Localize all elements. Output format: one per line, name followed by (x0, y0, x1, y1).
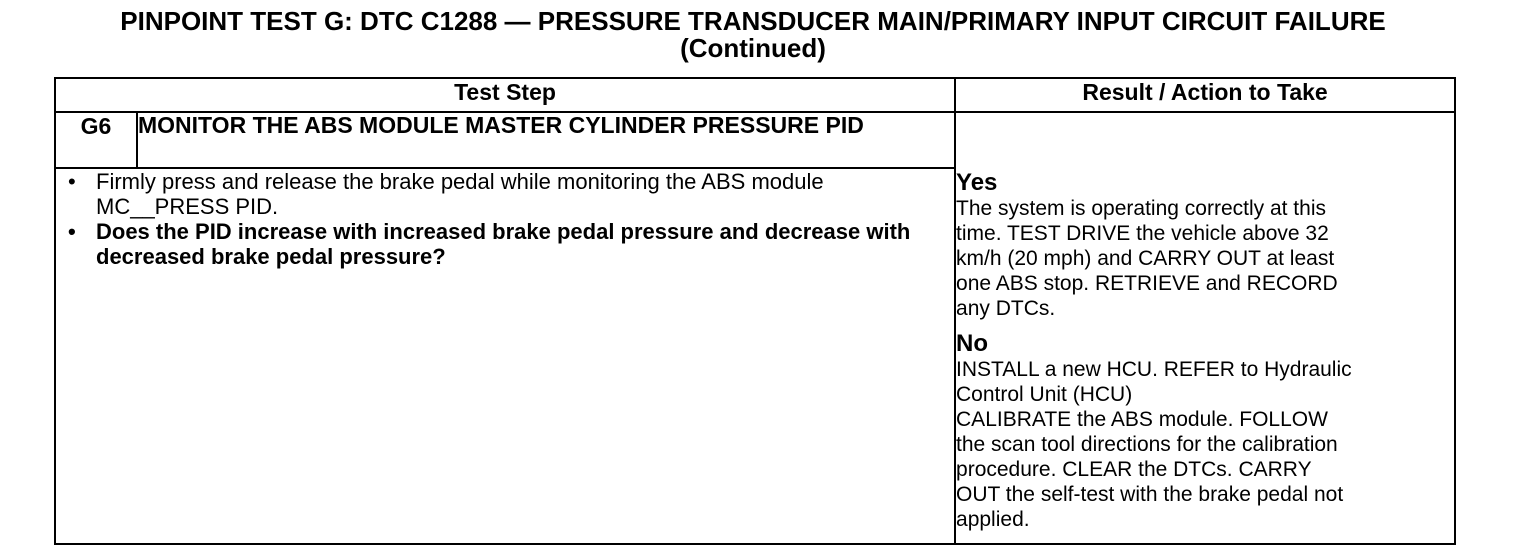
title-block (0, 8, 1506, 62)
result-yes-line: km/h (20 mph) and CARRY OUT at least (956, 247, 1335, 270)
result-no-line: OUT the self-test with the brake pedal not (956, 483, 1344, 506)
step-instruction-text: Firmly press and release the brake pedal while monitoring the ABS module MC__PRESS PID. (96, 169, 824, 219)
result-no-line: the scan tool directions for the calibration (956, 433, 1338, 456)
list-item (56, 219, 954, 269)
result-yes-line: any DTCs. (956, 297, 1056, 320)
step-title: MONITOR THE ABS MODULE MASTER CYLINDER PRESSURE PID (137, 112, 955, 168)
step-instructions (55, 168, 955, 544)
list-item (56, 169, 954, 219)
table-row (55, 112, 1455, 168)
result-yes-line: The system is operating correctly at this (956, 197, 1326, 220)
result-yes-line: time. TEST DRIVE the vehicle above 32 (956, 222, 1329, 245)
column-header-test-step: Test Step (55, 78, 955, 112)
result-cell (955, 112, 1455, 544)
result-no-text (956, 357, 1454, 532)
bullet-icon: • (68, 219, 76, 244)
table-header-row (55, 78, 1455, 112)
result-no-line: applied. (956, 508, 1030, 531)
result-no-line: INSTALL a new HCU. REFER to Hydraulic (956, 358, 1352, 381)
result-no-label: No (956, 330, 989, 357)
result-yes-line: one ABS stop. RETRIEVE and RECORD (956, 272, 1338, 295)
page-subtitle: (Continued) (680, 33, 826, 63)
column-header-result: Result / Action to Take (955, 78, 1455, 112)
page-title: PINPOINT TEST G: DTC C1288 — PRESSURE TRANSDUCER MAIN/PRIMARY INPUT CIRCUIT FAILURE (120, 6, 1386, 36)
bullet-icon: • (68, 169, 76, 194)
result-no-line: CALIBRATE the ABS module. FOLLOW (956, 408, 1328, 431)
result-yes-text (956, 196, 1454, 321)
step-id: G6 (55, 112, 137, 168)
result-no-line: Control Unit (HCU) (956, 383, 1133, 406)
result-no-line: procedure. CLEAR the DTCs. CARRY (956, 458, 1312, 481)
step-bullet-list (56, 169, 954, 269)
pinpoint-test-table (54, 77, 1456, 545)
step-question-text: Does the PID increase with increased brake pedal pressure and decrease with decreased brake pedal pressure? (96, 219, 911, 269)
result-yes-label: Yes (956, 169, 998, 196)
